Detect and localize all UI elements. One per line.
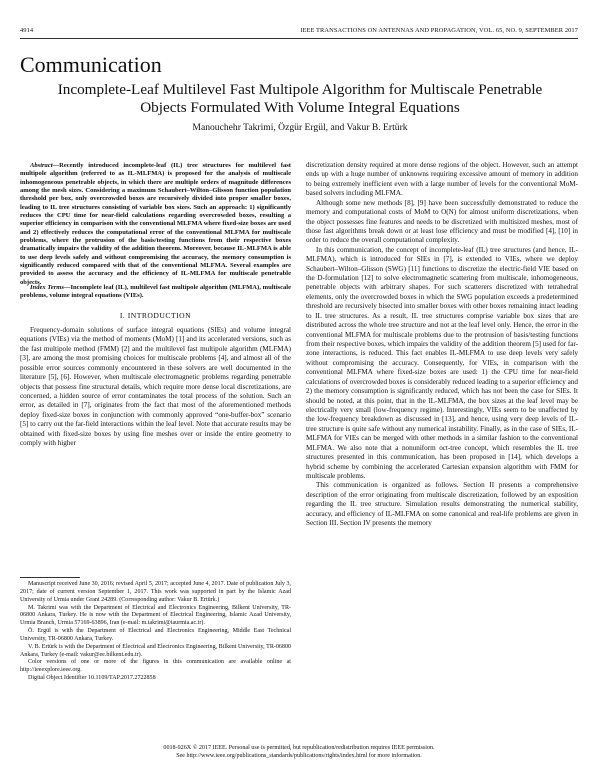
article-type: Communication bbox=[20, 52, 162, 77]
intro-paragraph: Frequency-domain solutions of surface integral equations (SIEs) and volume integral equations (VIEs) via the method of moments (MoM) [1] and its accelerated versions, such as the fast multipole method (FMM) [2] and the multilevel fast multipole algorithm (MLFMA) [3], are among the most promising choices for multiscale problems [4], and almost all of the possible error sources commonly encountered in these solvers are well documented in the literature [5], [6]. However, when multiscale electromagnetic problems regarding penetrable objects that possess fine structural details, which require more dense local discretizations, are concerned, a hidden source of error contaminates the total process of the solution. Such an error, as detailed in [7], originates from the fact that most of the aforementioned methods deploy fixed-size boxes in conjunction with commonly approved “one-buffer-box” scenario [5] to carry out the far-field interactions within the leaf level. Note that accurate results may be obtained with fixed-size boxes by using fine meshes over or inside the entire geometry to comply with higher bbox=[20, 326, 291, 448]
footnotes bbox=[20, 581, 291, 683]
footnote-manuscript: Manuscript received June 30, 2016; revised April 5, 2017; accepted June 4, 2017. Date of publication July 3, 2017; date of current version September 1, 2017. This work was supported in part by the Islamic Azad University of Urmia under Grant 24289. (Corresponding author: Vakur B. Ertürk.) bbox=[20, 581, 291, 603]
footnote-erturk: V. B. Ertürk is with the Department of Electrical and Electronics Engineering, Bilkent University, TR-06800 Ankara, Turkey (e-mail: vakur@ee.bilkent.edu.tr). bbox=[20, 643, 291, 658]
author-list: Manouchehr Takrimi, Özgür Ergül, and Vakur B. Ertürk bbox=[192, 122, 408, 133]
footnote-color: Color versions of one or more of the figures in this communication are available online at http://ieeexplore.ieee.org. bbox=[20, 659, 291, 674]
section-heading-introduction: I. INTRODUCTION bbox=[119, 311, 192, 320]
introduction-left-column bbox=[20, 326, 291, 448]
index-terms-text: Incomplete leaf (IL), multilevel fast multipole algorithm (MLFMA), multiscale problems, volume integral equations (VIEs). bbox=[20, 284, 291, 300]
copyright-notice bbox=[20, 744, 578, 760]
title-line-2: Objects Formulated With Volume Integral Equations bbox=[140, 99, 460, 116]
index-terms bbox=[20, 284, 291, 301]
journal-name: IEEE TRANSACTIONS ON ANTENNAS AND PROPAGATION, VOL. 65, NO. 9, SEPTEMBER 2017 bbox=[300, 27, 578, 34]
right-paragraph-4: This communication is organized as follows. Section II presents a comprehensive description of the error originating from multiscale discretization, followed by an exposition regarding the IL tree structure. Simulation results demonstrating the numerical stability, accuracy, and efficiency of IL-MLFMA on some canonical and real-life problems are given in Section III. Section IV presents the memory bbox=[306, 481, 578, 528]
footnote-rule bbox=[20, 577, 80, 578]
abstract-label: Abstract— bbox=[30, 162, 60, 169]
running-header bbox=[20, 27, 578, 37]
page-number: 4914 bbox=[20, 27, 34, 34]
right-paragraph-2: Although some new methods [8], [9] have been successfully demonstrated to reduce the memory and computational costs of MoM to O(N) for almost uniform discretizations, when the object possesses fine features and needs to be discretized with multisized meshes, most of those fast algorithms break down or at least lose efficiency and must be modified [4], [10] in order to reduce the overall computational complexity. bbox=[306, 198, 578, 245]
footnote-doi: Digital Object Identifier 10.1109/TAP.2017.2722858 bbox=[28, 675, 156, 682]
title-line-1: Incomplete-Leaf Multilevel Fast Multipole Algorithm for Multiscale Penetrable bbox=[57, 81, 543, 98]
footnote-ergul: Ö. Ergül is with the Department of Electrical and Electronics Engineering, Middle East Technical University, TR-06800 Ankara, Turkey. bbox=[20, 628, 291, 642]
right-paragraph-3: In this communication, the concept of incomplete-leaf (IL) tree structures (and hence, IL-MLFMA), which is introduced for SIEs in [7], is extended to VIEs, where we deploy Schaubert–Wilton–Glisson (SWG) [11] functions to discretize the electric-field VIE based on the D-formulation [12] to solve electromagnetic scattering from multiscale, inhomogeneous, penetrable objects with arbitrary shapes. For such scatterers discretized with tetrahedral elements, only the overcrowded boxes in which the SWG population exceeds a predetermined threshold are recursively bisected into smaller boxes with other boxes remaining intact leading to IL tree structures. As a result, IL tree structures comprise variable box sizes that are distributed across the whole tree structure and not at the leaf level only. Hence, the error in the conventional MLFMA for multiscale problems due to the protrusion of basis/testing functions from their respective boxes, which impairs the validity of the addition theorem [5] used for far-zone interactions, is reduced. This fact enables IL-MLFMA to use deep levels very safely without compromising the accuracy. Consequently, for VIEs, in comparison with the conventional MLFMA where fixed-size boxes are used: 1) the CPU time for near-field calculations of overcrowded boxes is considerably reduced leading to a superior efficiency and 2) the memory consumption is significantly reduced, which has not been the case for SIEs. It should be noted, at this point, that in the IL-MLFMA, the box sizes at the leaf level may be electrically very small (low-frequency regime). Interestingly, VIEs seem to be unaffected by the low-frequency breakdown as discussed in [13], and hence, using very deep levels of IL-tree structure is quite safe without any numerical instability. Finally, as in the case of SIEs, IL-MLFMA for VIEs can be merged with other methods in a similar fashion to the conventional MLFMA. We also note that a nonuniform oct-tree concept, which resembles the IL tree structures presented in this communication, has been proposed in [14], which develops a hybrid scheme by combining the accelerated Cartesian expansion algorithm with FMM for multiscale problems. bbox=[306, 245, 578, 480]
abstract bbox=[20, 162, 291, 287]
copyright-line-2: See http://www.ieee.org/publications_standards/publications/rights/index.html for more information. bbox=[176, 753, 422, 759]
header-rule bbox=[20, 38, 578, 39]
footnote-takrimi: M. Takrimi was with the Department of Electrical and Electronics Engineering, Bilkent University, TR-06800 Ankara, Turkey. He is now with the Department of Electrical Engineering, Islamic Azad University, Urmia Branch, Urmia 57169-63896, Iran (e-mail: m.takrimi@iaurmia.ac.ir). bbox=[20, 604, 291, 627]
right-paragraph-1: discretization density required at more dense regions of the object. However, such an attempt ends up with a huge number of unknowns requiring excessive amount of memory in addition to being extremely inefficient even with a large number of levels for the conventional MoM-based solvers including MLFMA. bbox=[306, 161, 578, 198]
paper-title bbox=[40, 81, 560, 117]
index-terms-label: Index Terms— bbox=[30, 284, 71, 291]
abstract-text: Recently introduced incomplete-leaf (IL) tree structures for multilevel fast multipole algorithm (referred to as IL-MLFMA) is proposed for the analysis of multiscale inhomogeneous penetrable objects, in which there are multiple orders of magnitude differences among the mesh sizes. Considering a maximum Schaubert–Wilton–Glisson function population threshold per box, only overcrowded boxes are recursively divided into proper smaller boxes, leading to IL tree structures consisting of variable box sizes. Such an approach: 1) significantly reduces the CPU time for near-field calculations regarding overcrowded boxes, resulting a superior efficiency in comparison with the conventional MLFMA where fixed-size boxes are used and 2) effectively reduces the computational error of the conventional MLFMA for multiscale problems, where the protrusion of the basis/testing functions from their respective boxes dramatically impairs the validity of the addition theorem. Moreover, because IL-MLFMA is able to use deep levels safely and without compromising the accuracy, the memory consumption is significantly reduced compared with that of the conventional MLFMA. Several examples are provided to assess the accuracy and the efficiency of IL-MLFMA for multiscale penetrable objects. bbox=[20, 162, 291, 286]
right-column bbox=[306, 161, 578, 528]
copyright-line-1: 0018-926X © 2017 IEEE. Personal use is permitted, but republication/redistribution requires IEEE permission. bbox=[163, 745, 435, 751]
